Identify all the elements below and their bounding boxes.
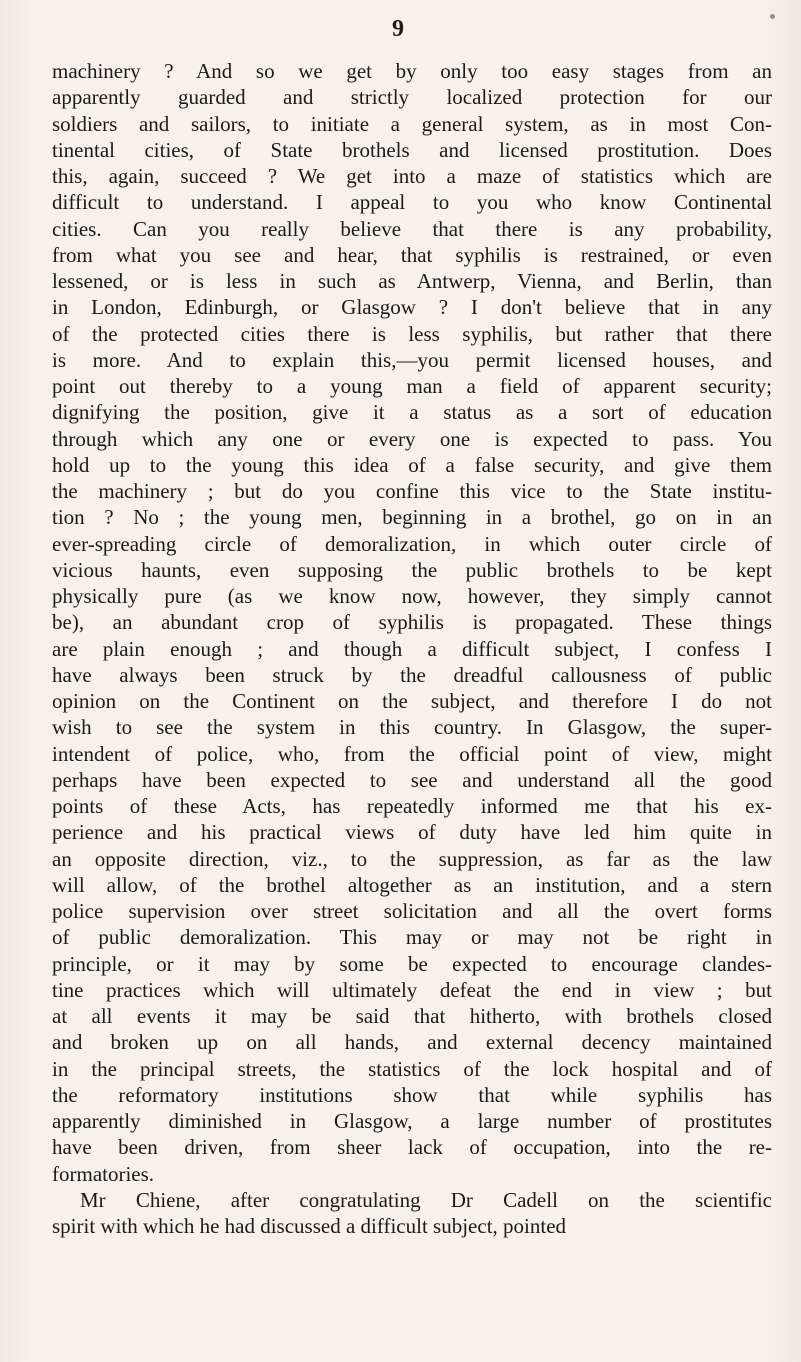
text-line: have always been struck by the dreadful callousness of public xyxy=(52,662,772,687)
text-line: wish to see the system in this country. In Glasgow, the super- xyxy=(52,715,772,740)
ink-speck xyxy=(770,14,775,19)
text-line: machinery ? And so we get by only too easy stages from an xyxy=(52,59,772,83)
text-line: at all events it may be said that hitherto, with brothels closed xyxy=(52,1004,772,1028)
text-line: hold up to the young this idea of a false security, and give them xyxy=(52,452,772,477)
text-line: intendent of police, who, from the official point of view, might xyxy=(52,741,772,766)
text-line: vicious haunts, even supposing the public brothels to be kept xyxy=(52,557,772,582)
text-line: this, again, succeed ? We get into a maze of statistics which are xyxy=(52,164,772,188)
text-line: of the protected cities there is less syphilis, but rather that there xyxy=(52,321,772,346)
text-line: is more. And to explain this,—you permit licensed houses, and xyxy=(52,347,772,372)
text-line: cities. Can you really believe that there is any probability, xyxy=(52,216,772,241)
text-line: spirit with which he had discussed a difficult subject, pointed xyxy=(52,1214,567,1238)
text-line: police supervision over street solicitation and all the overt forms xyxy=(52,899,772,923)
text-line: the reformatory institutions show that while syphilis has xyxy=(52,1082,772,1107)
text-line: point out thereby to a young man a field of apparent security; xyxy=(52,374,772,398)
text-line: soldiers and sailors, to initiate a general system, as in most Con- xyxy=(52,111,772,136)
text-line: tion ? No ; the young men, beginning in a brothel, go on in an xyxy=(52,505,772,530)
text-line: are plain enough ; and though a difficult subject, I confess I xyxy=(52,636,772,661)
text-line: Mr Chiene, after congratulating Dr Cadell on the scientific xyxy=(80,1187,772,1212)
body-text xyxy=(52,58,772,1239)
text-line: difficult to understand. I appeal to you who know Continental xyxy=(52,190,772,215)
text-line: of public demoralization. This may or may not be right in xyxy=(52,925,772,950)
text-line: tine practices which will ultimately defeat the end in view ; but xyxy=(52,977,772,1002)
text-line: be), an abundant crop of syphilis is propagated. These things xyxy=(52,610,772,635)
text-line: and broken up on all hands, and external decency maintained xyxy=(52,1030,772,1055)
text-line: dignifying the position, give it a status as a sort of education xyxy=(52,400,772,425)
text-line: from what you see and hear, that syphilis is restrained, or even xyxy=(52,242,772,267)
text-line: points of these Acts, has repeatedly informed me that his ex- xyxy=(52,794,772,818)
page-number: 9 xyxy=(392,16,404,42)
text-line: apparently diminished in Glasgow, a large number of prostitutes xyxy=(52,1109,772,1133)
text-line: opinion on the Continent on the subject, and therefore I do not xyxy=(52,689,772,713)
text-line: physically pure (as we know now, however, they simply cannot xyxy=(52,584,772,608)
text-line: will allow, of the brothel altogether as an institution, and a stern xyxy=(52,872,772,897)
text-line: through which any one or every one is expected to pass. You xyxy=(52,426,772,451)
text-line: principle, or it may by some be expected to encourage clandes- xyxy=(52,951,772,976)
text-line: have been driven, from sheer lack of occupation, into the re- xyxy=(52,1135,772,1160)
text-line: ever-spreading circle of demoralization, in which outer circle of xyxy=(52,531,772,556)
text-line: an opposite direction, viz., to the suppression, as far as the law xyxy=(52,846,772,871)
text-line: in London, Edinburgh, or Glasgow ? I don't believe that in any xyxy=(52,295,772,320)
text-line: perience and his practical views of duty have led him quite in xyxy=(52,820,772,845)
text-line: the machinery ; but do you confine this vice to the State institu- xyxy=(52,479,772,503)
text-line: lessened, or is less in such as Antwerp, Vienna, and Berlin, than xyxy=(52,269,772,293)
text-line: perhaps have been expected to see and understand all the good xyxy=(52,767,772,792)
text-line: tinental cities, of State brothels and licensed prostitution. Does xyxy=(52,137,772,162)
text-line: formatories. xyxy=(52,1161,155,1186)
text-line: in the principal streets, the statistics of the lock hospital and of xyxy=(52,1056,772,1081)
text-line: apparently guarded and strictly localized protection for our xyxy=(52,85,772,110)
